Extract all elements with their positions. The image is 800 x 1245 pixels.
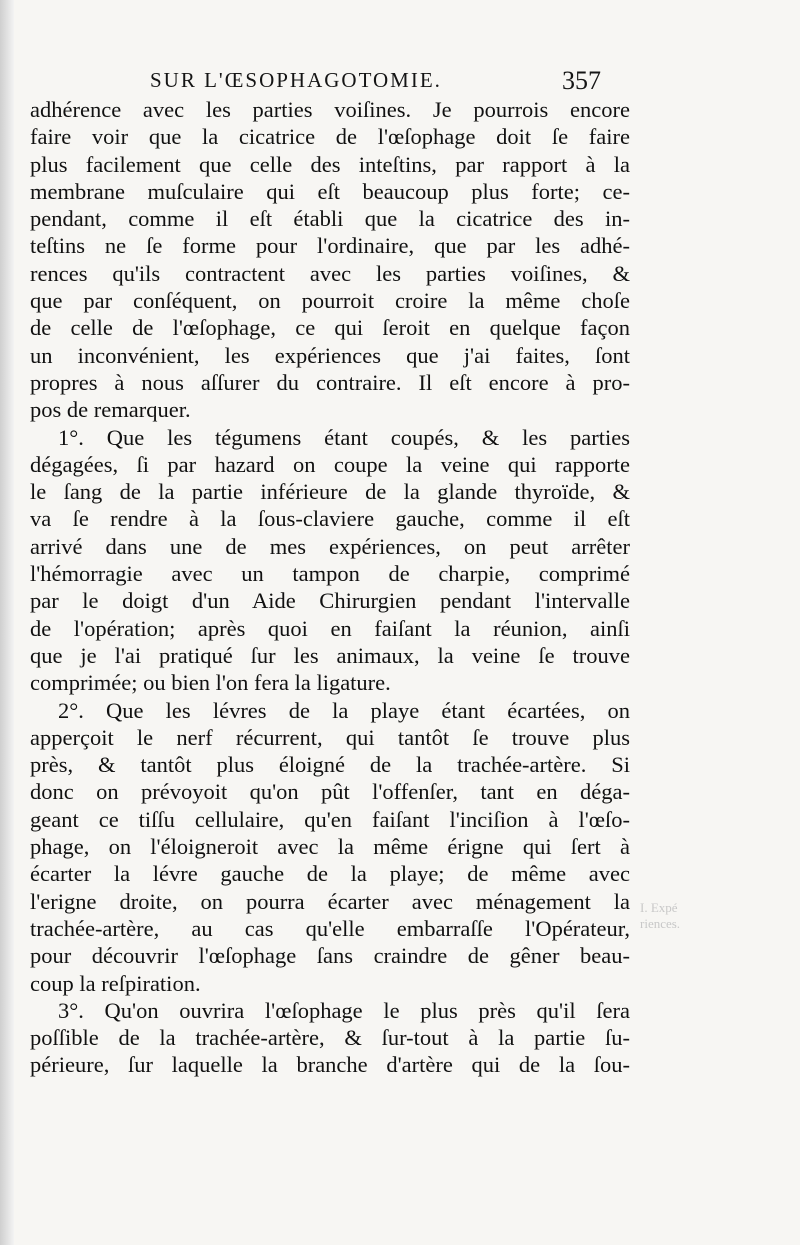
text-line: faire voir que la cicatrice de l'œſophage doit ſe faire xyxy=(30,124,630,150)
running-title: SUR L'ŒSOPHAGOTOMIE. xyxy=(150,68,442,92)
text-line: le ſang de la partie inférieure de la glande thyroïde, & xyxy=(30,479,630,505)
text-line: membrane muſculaire qui eſt beaucoup plus forte; ce- xyxy=(30,178,630,204)
page-number: 357 xyxy=(562,66,601,95)
text-line: va ſe rendre à la ſous-claviere gauche, comme il eſt xyxy=(30,506,630,532)
text-line: trachée-artère, au cas qu'elle embarraſſe l'Opérateur, xyxy=(30,915,630,941)
text-line: que je l'ai pratiqué ſur les animaux, la veine ſe trouve xyxy=(30,642,630,668)
text-line: écarter la lévre gauche de la playe; de même avec xyxy=(30,861,630,887)
text-line: de l'opération; après quoi en faiſant la réunion, ainſi xyxy=(30,615,630,641)
text-line: donc on prévoyoit qu'on pût l'offenſer, tant en déga- xyxy=(30,779,630,805)
text-line: arrivé dans une de mes expériences, on peut arrêter xyxy=(30,533,630,559)
text-line: 1°. Que les tégumens étant coupés, & les parties xyxy=(58,424,630,450)
bleed-through-line: riences. xyxy=(640,916,681,931)
text-line: poſſible de la trachée-artère, & ſur-tout à la partie ſu- xyxy=(30,1025,630,1051)
text-line: pour découvrir l'œſophage ſans craindre de gêner beau- xyxy=(30,943,630,969)
text-line: pendant, comme il eſt établi que la cicatrice des in- xyxy=(30,206,630,232)
text-line: propres à nous aſſurer du contraire. Il eſt encore à pro- xyxy=(30,369,630,395)
page-header xyxy=(0,68,800,98)
text-line: 3°. Qu'on ouvrira l'œſophage le plus près qu'il ſera xyxy=(58,997,630,1023)
text-line: phage, on l'éloigneroit avec la même érigne qui ſert à xyxy=(30,834,630,860)
text-line: près, & tantôt plus éloigné de la trachée-artère. Si xyxy=(30,752,630,778)
text-line: teſtins ne ſe forme pour l'ordinaire, que par les adhé- xyxy=(30,233,630,259)
bleed-through-text xyxy=(640,900,680,932)
page-gutter-shadow xyxy=(0,0,14,1245)
text-line: plus facilement que celle des inteſtins, par rapport à la xyxy=(30,151,630,177)
text-line: comprimée; ou bien l'on fera la ligature. xyxy=(30,670,391,696)
text-line: 2°. Que les lévres de la playe étant écartées, on xyxy=(58,697,630,723)
text-line: de celle de l'œſophage, ce qui ſeroit en quelque façon xyxy=(30,315,630,341)
bleed-through-line: I. Expé xyxy=(640,900,678,915)
text-line: apperçoit le nerf récurrent, qui tantôt ſe trouve plus xyxy=(30,724,630,750)
text-line: l'erigne droite, on pourra écarter avec ménagement la xyxy=(30,888,630,914)
text-line: dégagées, ſi par hazard on coupe la veine qui rapporte xyxy=(30,451,630,477)
text-line: que par conſéquent, on pourroit croire la même choſe xyxy=(30,288,630,314)
text-line: l'hémorragie avec un tampon de charpie, comprimé xyxy=(30,561,630,587)
text-line: un inconvénient, les expériences que j'ai faites, ſont xyxy=(30,342,630,368)
text-line: coup la reſpiration. xyxy=(30,970,201,996)
text-line: geant ce tiſſu cellulaire, qu'en faiſant l'inciſion à l'œſo- xyxy=(30,806,630,832)
text-line: pos de remarquer. xyxy=(30,397,191,423)
text-line: périeure, ſur laquelle la branche d'artère qui de la ſou- xyxy=(30,1052,630,1078)
text-line: rences qu'ils contractent avec les parties voiſines, & xyxy=(30,260,630,286)
text-line: par le doigt d'un Aide Chirurgien pendant l'intervalle xyxy=(30,588,630,614)
text-line: adhérence avec les parties voiſines. Je pourrois encore xyxy=(30,97,630,122)
body-text xyxy=(30,96,630,1079)
